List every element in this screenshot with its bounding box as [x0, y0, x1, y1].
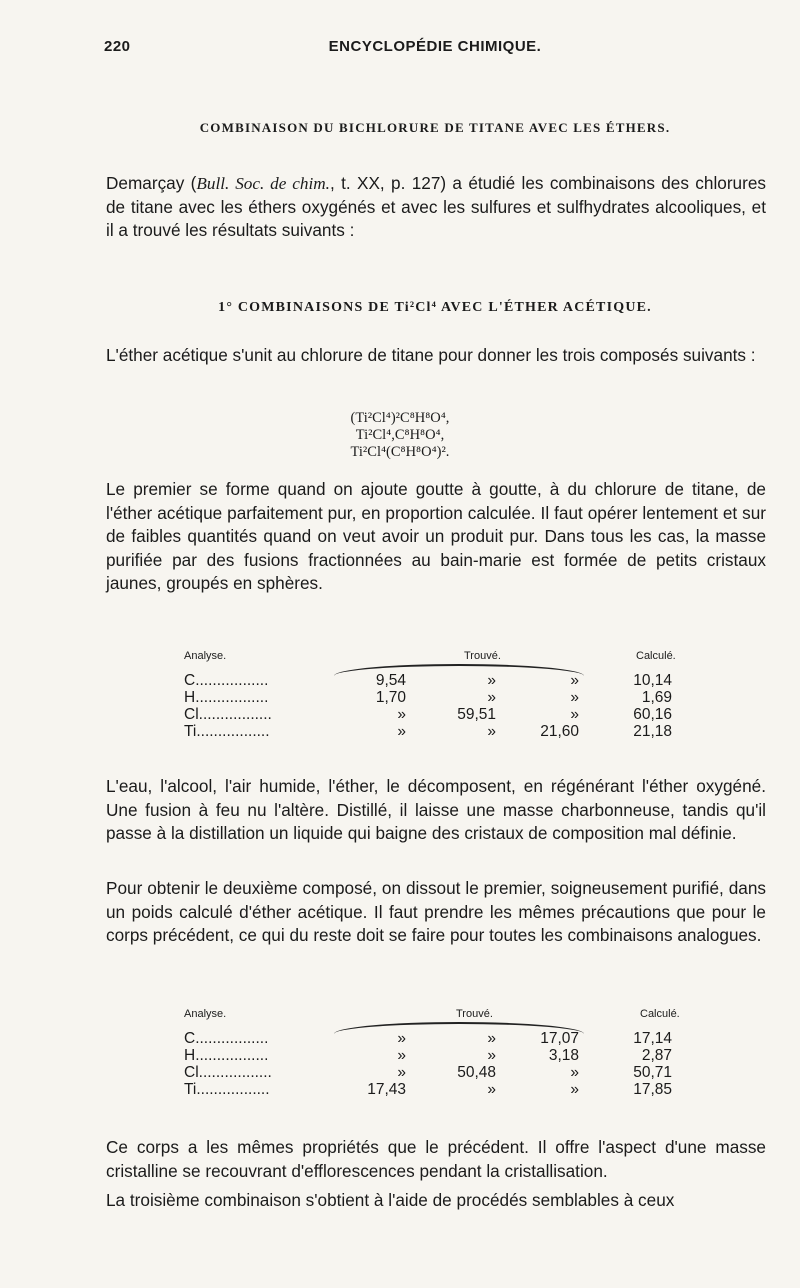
journal-reference: Bull. Soc. de chim.: [196, 174, 330, 193]
cell-value: »: [397, 1030, 406, 1047]
cell-value: »: [570, 706, 579, 723]
row-label: C.................: [184, 672, 269, 689]
paragraph-intro: [106, 172, 766, 243]
cell-value: »: [397, 706, 406, 723]
cell-value: 3,18: [548, 1047, 579, 1064]
formula-list: [300, 410, 500, 461]
cell-value: 60,16: [633, 706, 672, 723]
formula-2: Ti²Cl⁴,C⁸H⁸O⁴,: [355, 427, 445, 443]
cell-value: »: [397, 723, 406, 740]
header-calcule: Calculé.: [640, 1008, 680, 1020]
header-analyse: Analyse.: [184, 650, 227, 662]
analysis-table-2: [184, 1008, 774, 1098]
header-trouve: Trouvé.: [456, 1008, 493, 1020]
cell-value: »: [570, 689, 579, 706]
table-row: [184, 1064, 774, 1081]
cell-value: »: [487, 1047, 496, 1064]
cell-value: 17,07: [540, 1030, 579, 1047]
cell-value: 9,54: [375, 672, 406, 689]
paragraph-first-compound: Le premier se forme quand on ajoute goutte à goutte, à du chlorure de titane, de l'éther acétique parfaitement pur, en proportion calculée. Il faut opérer lentement et sur de faibles quantités quand on veut avoir un produit pur. Dans tous les cas, la masse purifiée par des fusions fractionnées au bain-marie est formée de petits cristaux jaunes, groupés en sphères.: [106, 479, 766, 593]
cell-value: 1,69: [641, 689, 672, 706]
running-title: ENCYCLOPÉDIE CHIMIQUE.: [328, 38, 542, 55]
section-title: COMBINAISON DU BICHLORURE DE TITANE AVEC LES ÉTHERS.: [199, 120, 671, 135]
row-label: Ti.................: [184, 723, 270, 740]
cell-value: »: [487, 723, 496, 740]
header-trouve: Trouvé.: [464, 650, 501, 662]
row-label: H.................: [184, 1047, 269, 1064]
cell-value: 10,14: [633, 672, 672, 689]
cell-value: »: [570, 1064, 579, 1081]
cell-value: 50,48: [457, 1064, 496, 1081]
row-label: Ti.................: [184, 1081, 270, 1098]
table-row: [184, 706, 774, 723]
paragraph-third-compound: La troisième combinaison s'obtient à l'aide de procédés semblables à ceux: [106, 1190, 675, 1210]
cell-value: 2,87: [641, 1047, 672, 1064]
table-row: [184, 672, 774, 689]
table-row: [184, 723, 774, 740]
row-label: Cl.................: [184, 706, 272, 723]
row-label: H.................: [184, 689, 269, 706]
cell-value: 50,71: [633, 1064, 672, 1081]
analysis-table-1: [184, 650, 774, 740]
header-analyse: Analyse.: [184, 1008, 227, 1020]
cell-value: 59,51: [457, 706, 496, 723]
table-row: [184, 689, 774, 706]
paragraph-second-compound: Pour obtenir le deuxième composé, on dissout le premier, soigneusement purifié, dans un poids calculé d'éther acétique. Il faut prendre les mêmes précautions que pour le corps précédent, ce qui du reste doit se faire pour toutes les combinaisons analogues.: [106, 878, 766, 945]
header-calcule: Calculé.: [636, 650, 676, 662]
table-header: [184, 650, 774, 672]
table-row: [184, 1030, 774, 1047]
table-header: [184, 1008, 774, 1030]
intro-text-post: , t. XX, p. 127) a étudié les combinaisons des chlorures de titane avec les éthers oxygénés et avec les sulfures et sulfhydrates alcooliques, et il a trouvé les résultats suivants :: [106, 173, 766, 240]
cell-value: »: [487, 1030, 496, 1047]
paragraph-compounds: L'éther acétique s'unit au chlorure de titane pour donner les trois composés suivants :: [106, 345, 756, 365]
cell-value: 1,70: [375, 689, 406, 706]
cell-value: »: [397, 1064, 406, 1081]
cell-value: »: [397, 1047, 406, 1064]
cell-value: »: [570, 672, 579, 689]
page-number: 220: [104, 38, 131, 55]
paragraph-properties: Ce corps a les mêmes propriétés que le précédent. Il offre l'aspect d'une masse cristalline se recouvrant d'efflorescences pendant la cristallisation.: [106, 1137, 766, 1181]
table-row: [184, 1081, 774, 1098]
cell-value: »: [487, 672, 496, 689]
cell-value: 17,14: [633, 1030, 672, 1047]
cell-value: »: [570, 1081, 579, 1098]
row-label: Cl.................: [184, 1064, 272, 1081]
formula-1: (Ti²Cl⁴)²C⁸H⁸O⁴,: [350, 410, 450, 426]
formula-3: Ti²Cl⁴(C⁸H⁸O⁴)².: [350, 444, 450, 460]
cell-value: 21,18: [633, 723, 672, 740]
cell-value: 17,43: [367, 1081, 406, 1098]
subheading-acetic-ether: 1° COMBINAISONS DE Ti²Cl⁴ AVEC L'ÉTHER ACÉTIQUE.: [218, 300, 652, 315]
intro-text-pre: Demarçay (: [106, 173, 197, 193]
cell-value: 17,85: [633, 1081, 672, 1098]
cell-value: »: [487, 1081, 496, 1098]
cell-value: »: [487, 689, 496, 706]
table-row: [184, 1047, 774, 1064]
paragraph-decomposition: L'eau, l'alcool, l'air humide, l'éther, le décomposent, en régénérant l'éther oxygéné. Une fusion à feu nu l'altère. Distillé, il laisse une masse charbonneuse, tandis qu'il passe à la distillation un liquide qui baigne des cristaux de composition mal définie.: [106, 776, 766, 843]
cell-value: 21,60: [540, 723, 579, 740]
row-label: C.................: [184, 1030, 269, 1047]
